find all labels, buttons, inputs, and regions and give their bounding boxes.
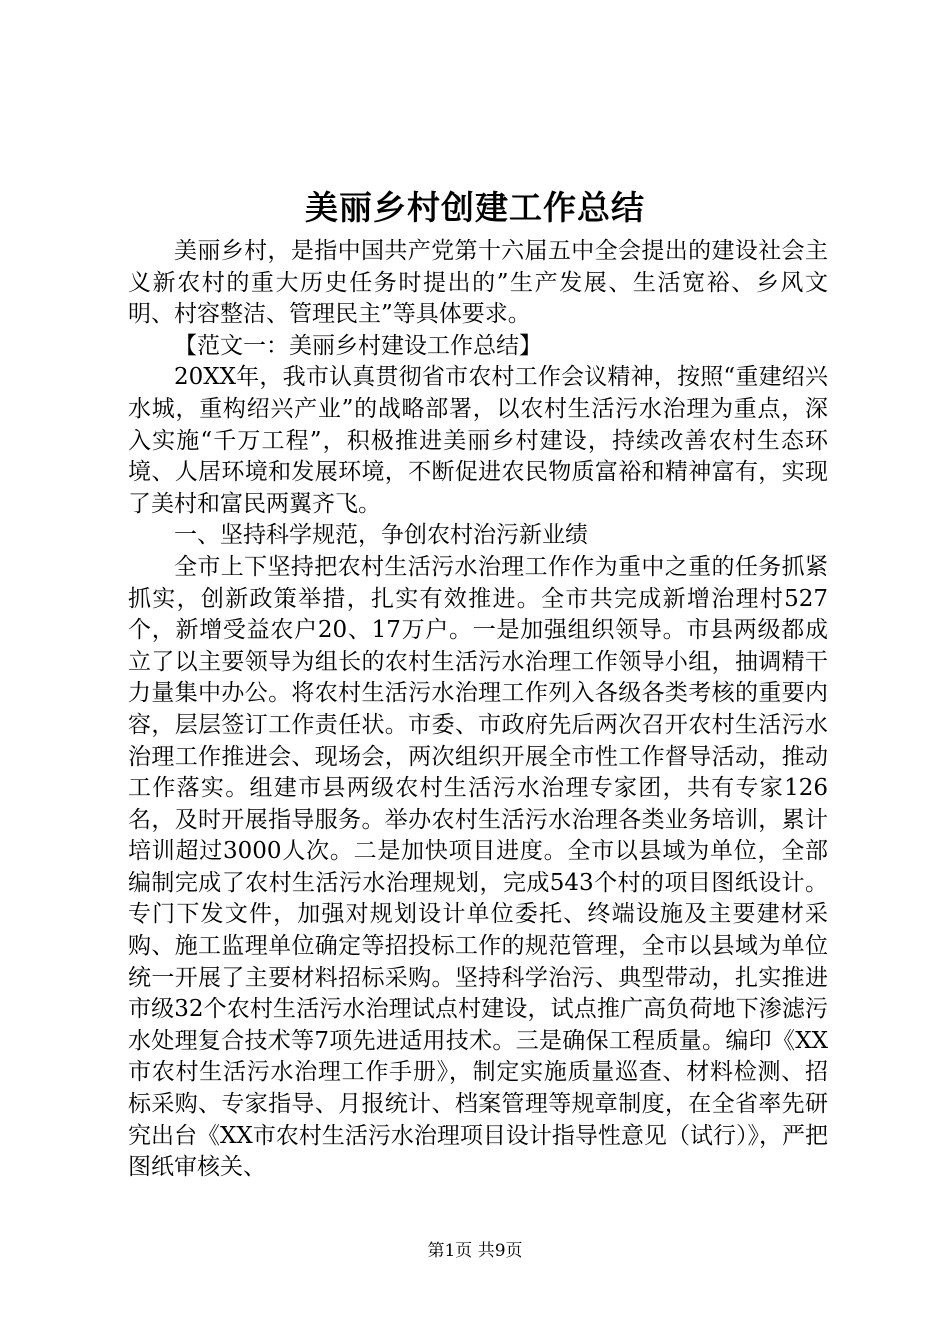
- summary-paragraph: 20XX年，我市认真贯彻省市农村工作会议精神，按照“重建绍兴水城，重构绍兴产业”的战略部署，以农村生活污水治理为重点，深入实施“千万工程”，积极推进美丽乡村建设，持续改善农村生态环境、人居环境和发展环境，不断促进农民物质富裕和精神富有，实现了美村和富民两翼齐飞。: [128, 364, 828, 517]
- sample-heading: 【范文一：美丽乡村建设工作总结】: [174, 332, 542, 359]
- document-body: [128, 236, 828, 1184]
- intro-paragraph: 美丽乡村，是指中国共产党第十六届五中全会提出的建设社会主义新农村的重大历史任务时提出的”生产发展、生活宽裕、乡风文明、村容整洁、管理民主”等具体要求。: [128, 238, 828, 328]
- section-paragraph: 全市上下坚持把农村生活污水治理工作作为重中之重的任务抓紧抓实，创新政策举措，扎实有效推进。全市共完成新增治理村527个，新增受益农户20、17万户。一是加强组织领导。市县两级都成立了以主要领导为组长的农村生活污水治理工作领导小组，抽调精干力量集中办公。将农村生活污水治理工作列入各级各类考核的重要内容，层层签订工作责任状。市委、市政府先后两次召开农村生活污水治理工作推进会、现场会，两次组织开展全市性工作督导活动，推动工作落实。组建市县两级农村生活污水治理专家团，共有专家126名，及时开展指导服务。举办农村生活污水治理各类业务培训，累计培训超过3000人次。二是加快项目进度。全市以县域为单位，全部编制完成了农村生活污水治理规划，完成543个村的项目图纸设计。专门下发文件，加强对规划设计单位委托、终端设施及主要建材采购、施工监理单位确定等招投标工作的规范管理，全市以县域为单位统一开展了主要材料招标采购。坚持科学治污、典型带动，扎实推进市级32个农村生活污水治理试点村建设，试点推广高负荷地下渗滤污水处理复合技术等7项先进适用技术。三是确保工程质量。编印《XX市农村生活污水治理工作手册》，制定实施质量巡查、材料检测、招标采购、专家指导、月报统计、档案管理等规章制度，在全省率先研究出台《XX市农村生活污水治理项目设计指导性意见（试行）》，严把图纸审核关、: [128, 553, 828, 1181]
- document-title: 美丽乡村创建工作总结: [305, 188, 645, 227]
- section-heading: 一、坚持科学规范，争创农村治污新业绩: [174, 522, 588, 549]
- page-footer: 第1页 共9页: [427, 1241, 523, 1261]
